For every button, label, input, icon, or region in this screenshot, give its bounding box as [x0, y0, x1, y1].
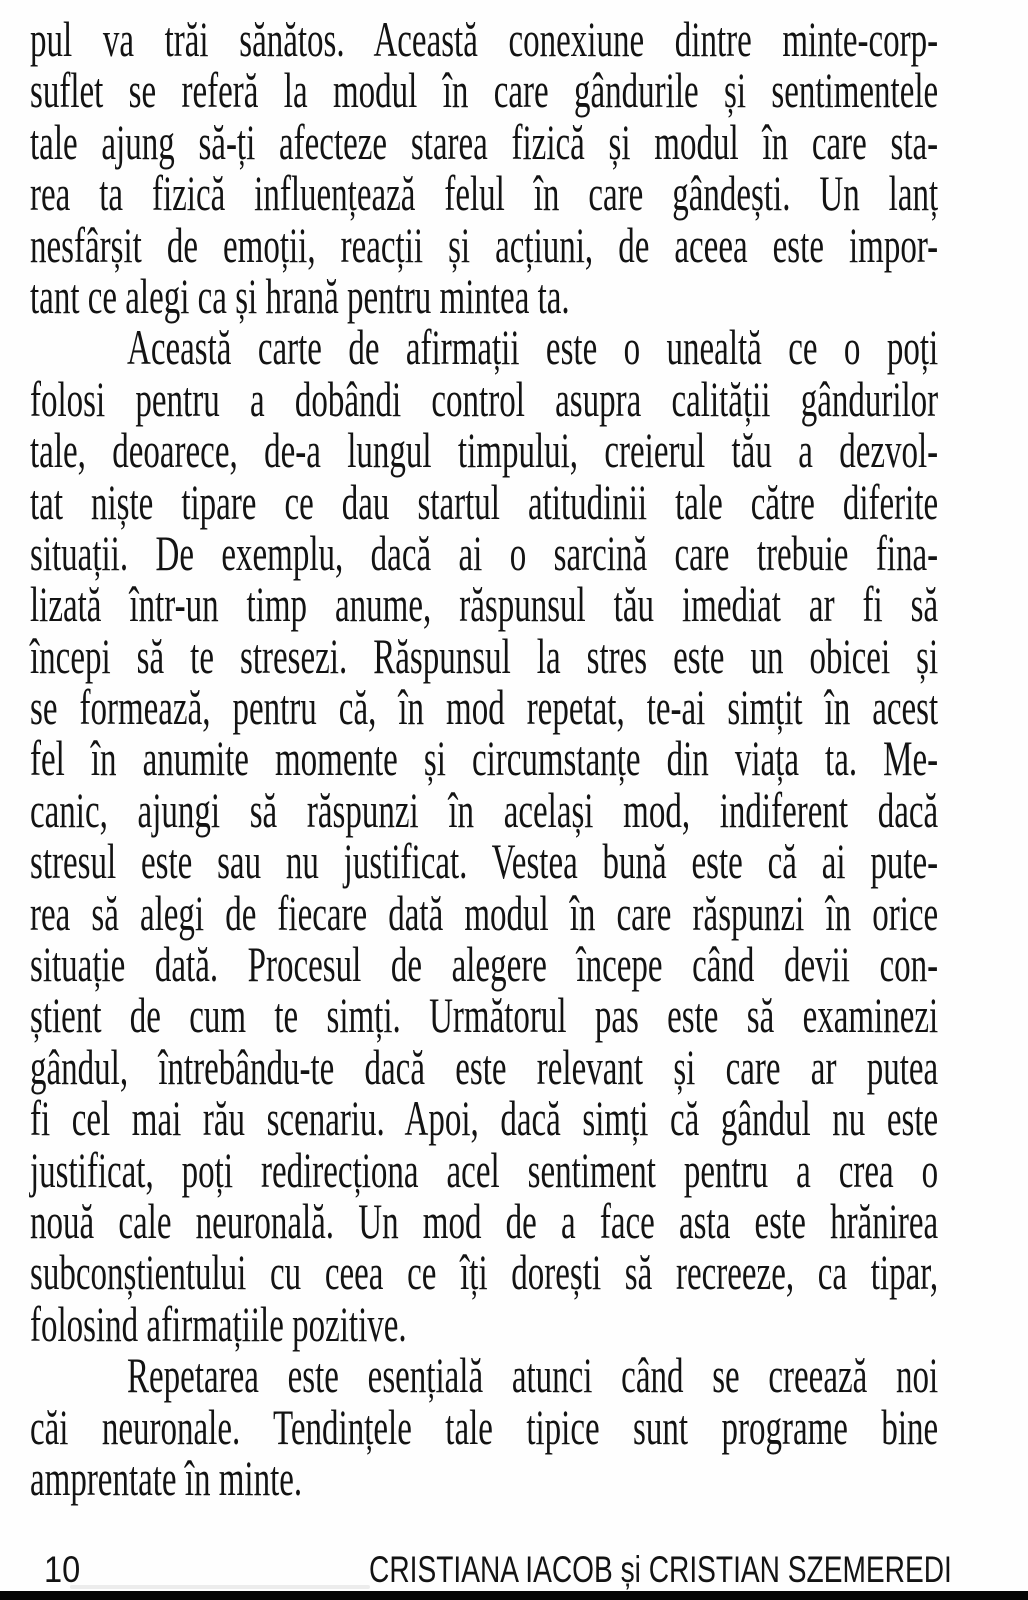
page-footer: [0, 1549, 1028, 1591]
page-number: 10: [44, 1549, 81, 1590]
body-text: [30, 11, 939, 1506]
text-line: se formează, pentru că, în mod repetat, te-ai simțit în acest: [30, 679, 939, 736]
text-line: folosind afirmațiile pozitive.: [30, 1295, 407, 1352]
text-line: căi neuronale. Tendințele tale tipice sunt programe bine: [30, 1398, 939, 1455]
text-line: folosi pentru a dobândi control asupra calității gândurilor: [30, 370, 939, 427]
running-footer-authors: CRISTIANA IACOB și CRISTIAN SZEMEREDI: [369, 1549, 952, 1590]
text-line: rea ta fizică influențează felul în care gândești. Un lanț: [30, 165, 939, 222]
text-line: amprentate în minte.: [30, 1449, 303, 1506]
text-line: tale, deoarece, de-a lungul timpului, creierul tău a dezvol-: [30, 422, 939, 479]
text-line: subconștientului cu ceea ce îți dorești să recreeze, ca tipar,: [30, 1244, 939, 1301]
text-line: suflet se referă la modul în care gândurile și sentimentele: [30, 62, 939, 119]
text-line: situații. De exemplu, dacă ai o sarcină care trebuie fina-: [30, 524, 939, 581]
text-line: nouă cale neuronală. Un mod de a face asta este hrănirea: [30, 1192, 939, 1249]
text-line: pul va trăi sănătos. Această conexiune dintre minte-corp-: [30, 11, 939, 67]
text-line: canic, ajungi să răspunzi în același mod, indiferent dacă: [30, 781, 939, 838]
text-line: Această carte de afirmații este o unealtă ce o poți: [127, 319, 939, 376]
text-line: Repetarea este esențială atunci când se creează noi: [127, 1347, 939, 1404]
text-line: gândul, întrebându-te dacă este relevant și care ar putea: [30, 1038, 939, 1095]
text-line: tale ajung să-ți afecteze starea fizică și modul în care sta-: [30, 113, 939, 170]
text-line: tat niște tipare ce dau startul atitudinii tale către diferite: [30, 473, 939, 530]
text-line: fel în anumite momente și circumstanțe din viața ta. Me-: [30, 730, 939, 787]
text-line: stresul este sau nu justificat. Vestea bună este că ai pute-: [30, 833, 939, 890]
text-line: rea să alegi de fiecare dată modul în care răspunzi în orice: [30, 884, 939, 941]
text-line: știent de cum te simți. Următorul pas este să examinezi: [30, 987, 939, 1044]
text-line: tant ce alegi ca și hrană pentru mintea ta.: [30, 267, 570, 324]
text-line: fi cel mai rău scenariu. Apoi, dacă simți că gândul nu este: [30, 1090, 939, 1147]
text-line: justificat, poți redirecționa acel sentiment pentru a crea o: [30, 1141, 939, 1198]
scan-edge-bar: [0, 1591, 1028, 1600]
text-line: începi să te stresezi. Răspunsul la stres este un obicei și: [30, 627, 939, 684]
text-line: situație dată. Procesul de alegere începe când devii con-: [30, 936, 939, 993]
text-line: nesfârșit de emoții, reacții și acțiuni, de aceea este impor-: [30, 216, 939, 273]
text-line: lizată într-un timp anume, răspunsul tău imediat ar fi să: [30, 576, 939, 633]
